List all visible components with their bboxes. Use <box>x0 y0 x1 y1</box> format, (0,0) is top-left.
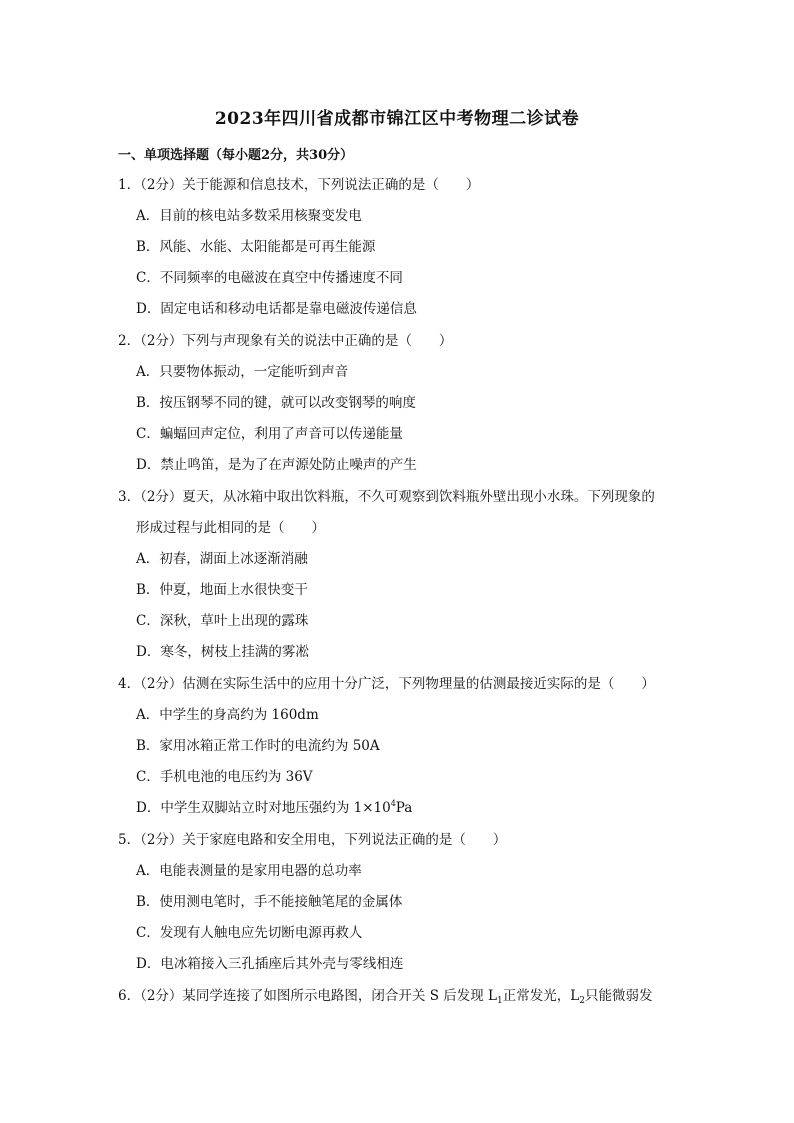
question-5-option-b: B．使用测电笔时，手不能接触笔尾的金属体 <box>136 894 403 910</box>
question-3-stem: 3．（2分）夏天，从冰箱中取出饮料瓶，不久可观察到饮料瓶外壁出现小水珠。下列现象的 <box>118 489 655 505</box>
question-3-option-b: B．仲夏，地面上水很快变干 <box>136 582 308 598</box>
question-5-option-a: A．电能表测量的是家用电器的总功率 <box>136 863 362 879</box>
question-5-stem: 5．（2分）关于家庭电路和安全用电，下列说法正确的是（ ） <box>118 832 507 848</box>
question-1-option-d: D．固定电话和移动电话都是靠电磁波传递信息 <box>136 301 417 317</box>
question-2-option-c: C．蝙蝠回声定位，利用了声音可以传递能量 <box>136 426 403 442</box>
question-4-option-b: B．家用冰箱正常工作时的电流约为 50A <box>136 738 380 754</box>
question-2-option-d: D．禁止鸣笛，是为了在声源处防止噪声的产生 <box>136 457 417 473</box>
question-1-stem: 1．（2分）关于能源和信息技术，下列说法正确的是（ ） <box>118 177 480 193</box>
question-1-option-c: C．不同频率的电磁波在真空中传播速度不同 <box>136 270 403 286</box>
question-3-stem-continued: 形成过程与此相同的是（ ） <box>136 520 325 536</box>
stem-part: 6．（2分）某同学连接了如图所示电路图，闭合开关 S 后发现 L <box>118 988 498 1004</box>
question-5-option-d: D．电冰箱接入三孔插座后其外壳与零线相连 <box>136 956 404 972</box>
stem-part: 只能微弱发 <box>584 988 653 1004</box>
question-2-stem: 2．（2分）下列与声现象有关的说法中正确的是（ ） <box>118 333 453 349</box>
exponent: 4 <box>390 799 396 808</box>
question-3-option-a: A．初春，湖面上冰逐渐消融 <box>136 551 308 567</box>
question-4-stem: 4．（2分）估测在实际生活中的应用十分广泛，下列物理量的估测最接近实际的是（ ） <box>118 676 655 692</box>
question-4-option-d <box>136 799 412 817</box>
section-heading: 一、单项选择题（每小题2分，共30分） <box>118 148 354 163</box>
question-4-option-c: C．手机电池的电压约为 36V <box>136 769 313 785</box>
question-5-option-c: C．发现有人触电应先切断电源再救人 <box>136 925 363 941</box>
stem-part: 正常发光，L <box>502 988 580 1004</box>
question-1-option-b: B．风能、水能、太阳能都是可再生能源 <box>136 239 376 255</box>
subscript: 2 <box>579 996 585 1006</box>
option-d-unit: Pa <box>395 800 413 816</box>
exam-title: 2023年四川省成都市锦江区中考物理二诊试卷 <box>214 109 580 129</box>
question-3-option-c: C．深秋，草叶上出现的露珠 <box>136 613 309 629</box>
question-6-stem <box>118 987 652 1005</box>
question-1-option-a: A．目前的核电站多数采用核聚变发电 <box>136 208 362 224</box>
subscript: 1 <box>497 996 503 1006</box>
question-3-option-d: D．寒冬，树枝上挂满的雾凇 <box>136 644 309 660</box>
question-4-option-a: A．中学生的身高约为 160dm <box>136 707 319 723</box>
option-d-text: D．中学生双脚站立时对地压强约为 1×10 <box>136 800 391 816</box>
question-2-option-a: A．只要物体振动，一定能听到声音 <box>136 364 349 380</box>
question-2-option-b: B．按压钢琴不同的键，就可以改变钢琴的响度 <box>136 395 416 411</box>
